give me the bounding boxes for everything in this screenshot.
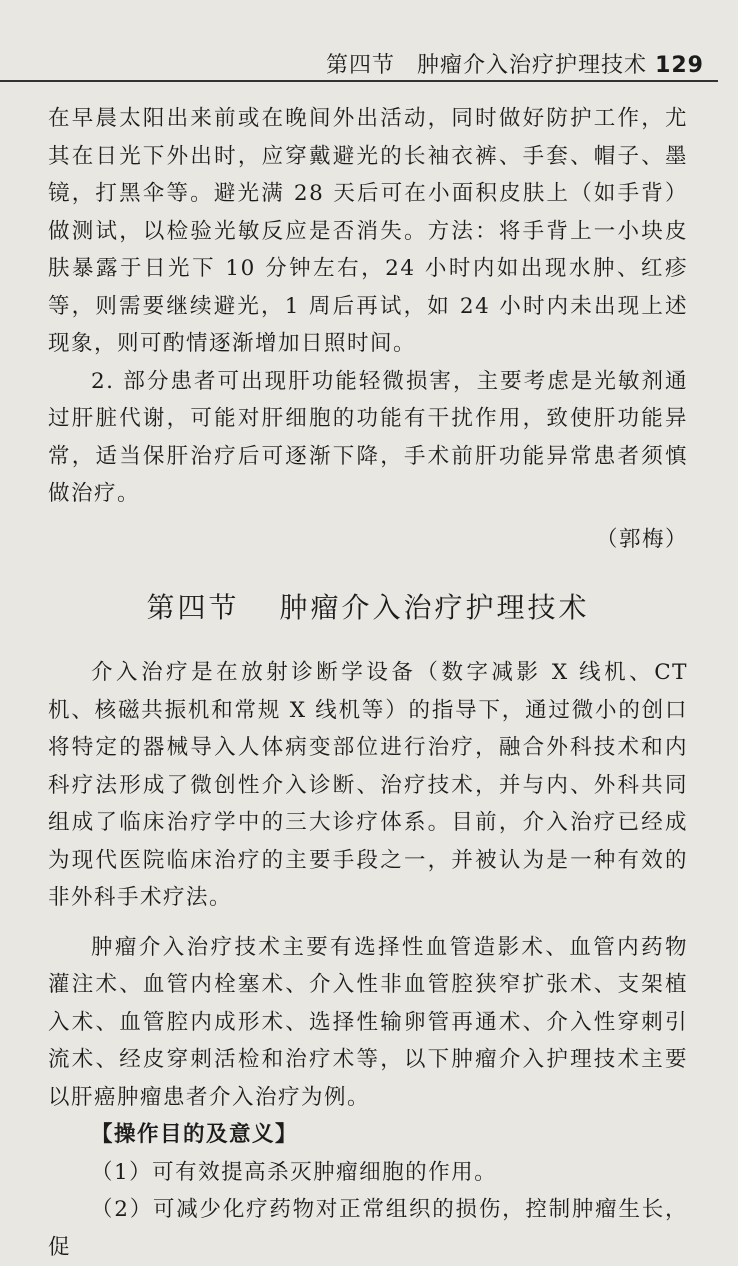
- subheading-purpose: 【操作目的及意义】: [91, 1122, 299, 1147]
- page-number: 129: [655, 53, 704, 78]
- body-text: [48, 100, 688, 1266]
- section-heading-number: 第四节: [146, 591, 240, 624]
- list-item-1: （1）可有效提高杀灭肿瘤细胞的作用。: [91, 1159, 498, 1185]
- header-section-title: 肿瘤介入治疗护理技术: [417, 53, 648, 78]
- paragraph-continued: 在早晨太阳出来前或在晚间外出活动，同时做好防护工作，尤其在日光下外出时，应穿戴避光的长袖衣裤、手套、帽子、墨镜，打黑伞等。避光满 28 天后可在小面积皮肤上（如手背）做测试，以检验光敏反应是否消失。方法：将手背上一小块皮肤暴露于日光下 10 分钟左右，24 小时内如出现水肿、红疹等，则需要继续避光，1 周后再试，如 24 小时内未出现上述现象，则可酌情逐渐增加日照时间。: [48, 106, 688, 356]
- author-signature: （郭梅）: [595, 526, 688, 552]
- header-section-number: 第四节: [326, 53, 396, 78]
- running-header: [0, 0, 738, 82]
- list-item-2: （2）可减少化疗药物对正常组织的损伤，控制肿瘤生长，促: [48, 1197, 688, 1260]
- header-rule: [0, 80, 718, 82]
- intro-paragraph-1: 介入治疗是在放射诊断学设备（数字减影 X 线机、CT 机、核磁共振机和常规 X 线机等）的指导下，通过微小的创口将特定的器械导入人体病变部位进行治疗，融合外科技术和内科疗法形成了微创性介入诊断、治疗技术，并与内、外科共同组成了临床治疗学中的三大诊疗体系。目前，介入治疗已经成为现代医院临床治疗的主要手段之一，并被认为是一种有效的非外科手术疗法。: [48, 660, 688, 910]
- intro-paragraph-2: 肿瘤介入治疗技术主要有选择性血管造影术、血管内药物灌注术、血管内栓塞术、介入性非血管腔狭窄扩张术、支架植入术、血管腔内成形术、选择性输卵管再通术、介入性穿刺引流术、经皮穿刺活检和治疗术等，以下肿瘤介入护理技术主要以肝癌肿瘤患者介入治疗为例。: [48, 934, 688, 1110]
- section-heading-title: 肿瘤介入治疗护理技术: [279, 591, 590, 624]
- section-heading: [48, 588, 688, 628]
- paragraph-item-2: 2. 部分患者可出现肝功能轻微损害，主要考虑是光敏剂通过肝脏代谢，可能对肝细胞的功能有干扰作用，致使肝功能异常，适当保肝治疗后可逐渐下降，手术前肝功能异常患者须慎做治疗。: [48, 368, 688, 506]
- running-header-text: [326, 48, 704, 79]
